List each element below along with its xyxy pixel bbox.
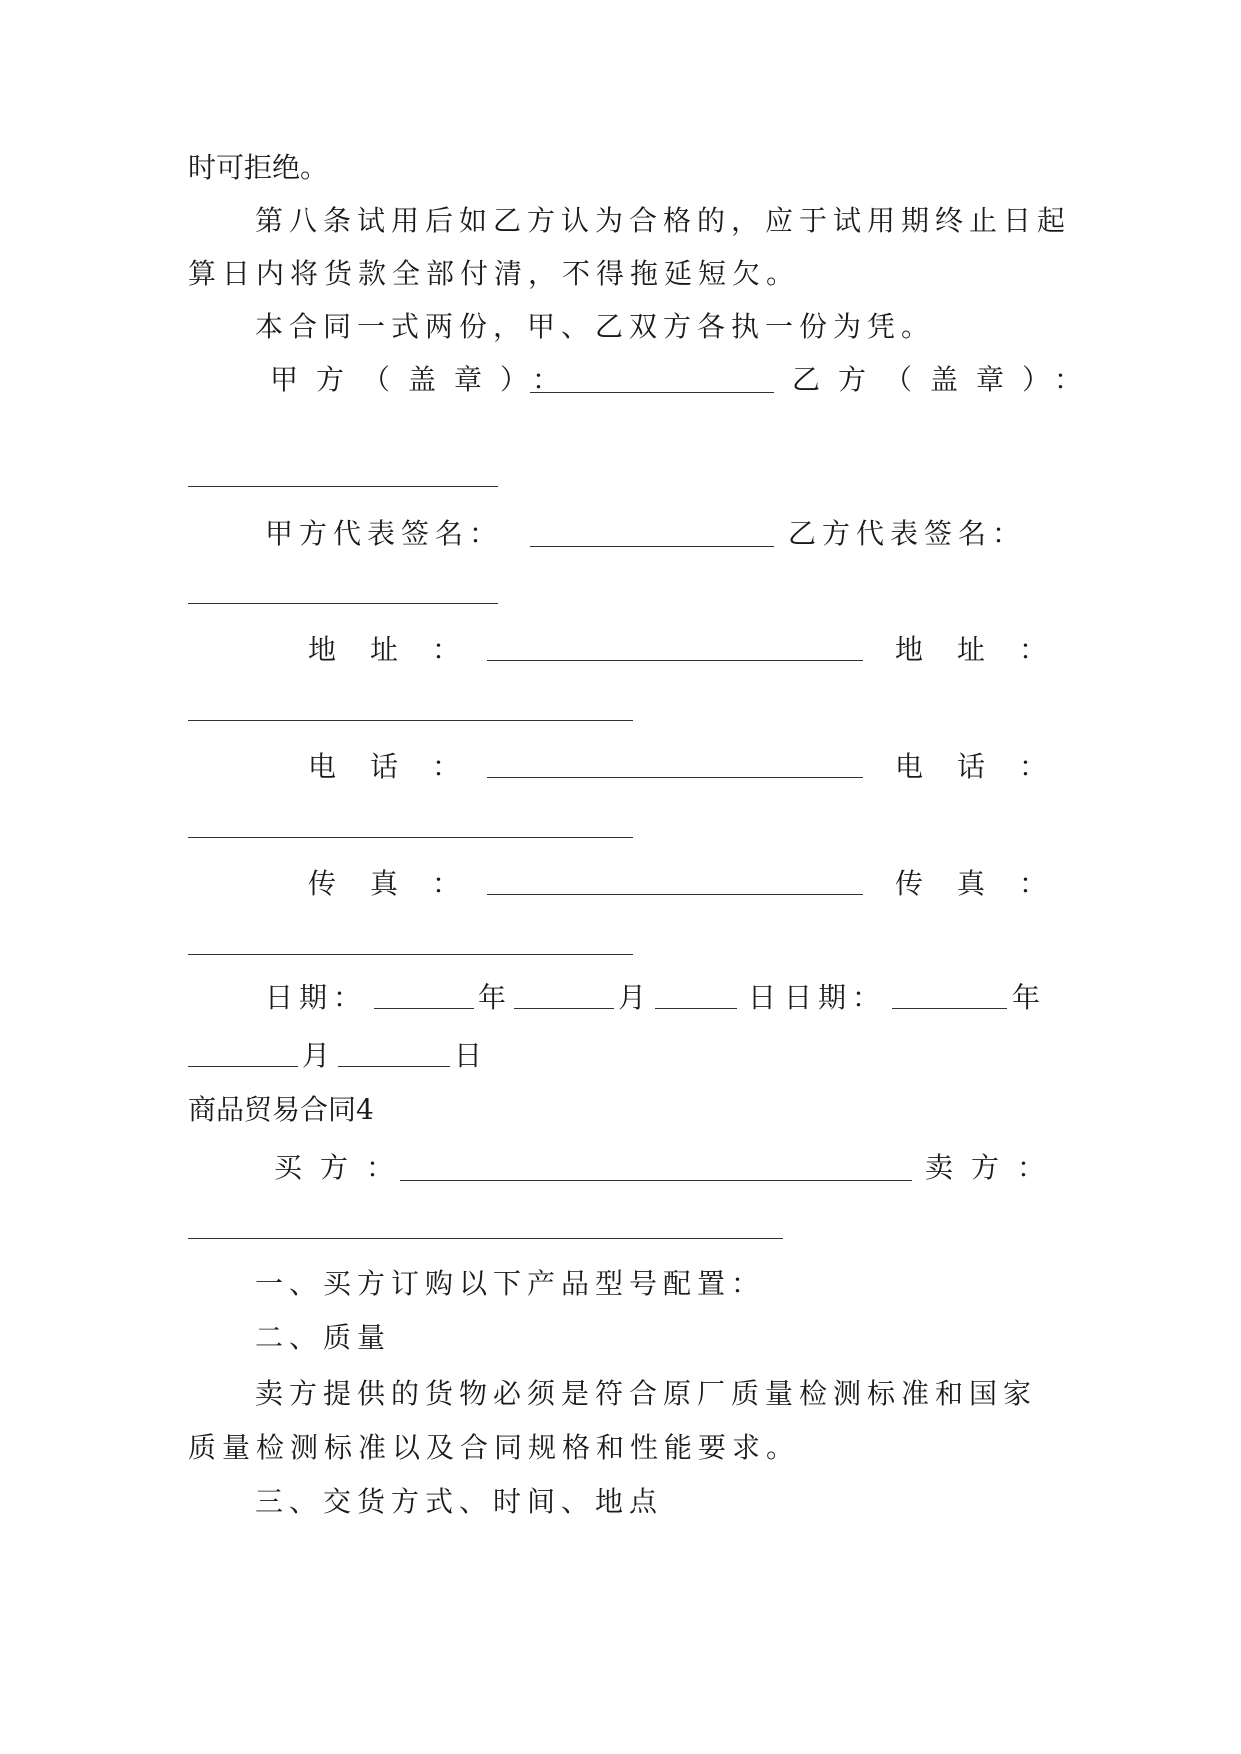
fax-b-label: 传真： (895, 867, 1082, 900)
section-title: 商品贸易合同4 (188, 1093, 374, 1126)
date-b-month-blank[interactable] (188, 1066, 298, 1067)
fax-b-blank[interactable] (188, 954, 633, 955)
date-a-year-blank[interactable] (374, 1008, 474, 1009)
date-b-label: 日期： (784, 981, 887, 1014)
fax-a-label: 传真： (308, 867, 495, 900)
date-a-day-blank[interactable] (655, 1008, 737, 1009)
text-line: 时可拒绝。 (188, 151, 329, 184)
date-b-day-blank[interactable] (338, 1066, 450, 1067)
date-b-year-label: 年 (1012, 981, 1041, 1014)
seller-blank[interactable] (188, 1238, 783, 1239)
quality-paragraph-line-2: 质量检测标准以及合同规格和性能要求。 (188, 1431, 801, 1464)
phone-b-blank[interactable] (188, 837, 633, 838)
fax-a-blank[interactable] (487, 894, 863, 895)
date-a-month-blank[interactable] (514, 1008, 614, 1009)
date-a-month-label: 月 (618, 981, 647, 1014)
seller-label: 卖方： (925, 1151, 1064, 1184)
party-b-seal-blank[interactable] (188, 486, 498, 487)
copies-clause: 本合同一式两份，甲、乙双方各执一份为凭。 (255, 310, 936, 343)
article-8-line-2: 算日内将货款全部付清，不得拖延短欠。 (188, 257, 801, 290)
clause-1: 一、买方订购以下产品型号配置： (255, 1267, 766, 1300)
article-8-line-1: 第八条试用后如乙方认为合格的，应于试用期终止日起 (255, 204, 1072, 237)
phone-b-label: 电话： (895, 750, 1082, 783)
buyer-label: 买方： (274, 1151, 413, 1184)
party-a-rep-blank[interactable] (530, 546, 774, 547)
party-b-rep-blank[interactable] (188, 603, 498, 604)
date-a-label: 日期： (265, 981, 368, 1014)
date-b-month-label: 月 (302, 1039, 331, 1072)
party-b-seal-label: 乙方（盖章）： (792, 363, 1101, 396)
date-b-day-label: 日 (454, 1039, 483, 1072)
clause-2-heading: 二、质量 (255, 1321, 392, 1354)
party-a-seal-label: 甲方（盖章）： (270, 363, 579, 396)
phone-a-blank[interactable] (487, 777, 863, 778)
party-a-seal-blank[interactable] (530, 392, 774, 393)
buyer-blank[interactable] (400, 1180, 912, 1181)
date-a-day-label: 日 (748, 981, 777, 1014)
party-b-rep-label: 乙方代表签名： (788, 517, 1027, 550)
address-b-label: 地址： (895, 633, 1082, 666)
clause-3-heading: 三、交货方式、时间、地点 (255, 1485, 664, 1518)
party-a-rep-label: 甲方代表签名： (265, 517, 504, 550)
quality-paragraph-line-1: 卖方提供的货物必须是符合原厂质量检测标准和国家 (255, 1377, 1038, 1410)
address-b-blank[interactable] (188, 720, 633, 721)
phone-a-label: 电话： (308, 750, 495, 783)
date-a-year-label: 年 (478, 981, 507, 1014)
date-b-year-blank[interactable] (892, 1008, 1007, 1009)
address-a-label: 地址： (308, 633, 495, 666)
address-a-blank[interactable] (487, 660, 863, 661)
